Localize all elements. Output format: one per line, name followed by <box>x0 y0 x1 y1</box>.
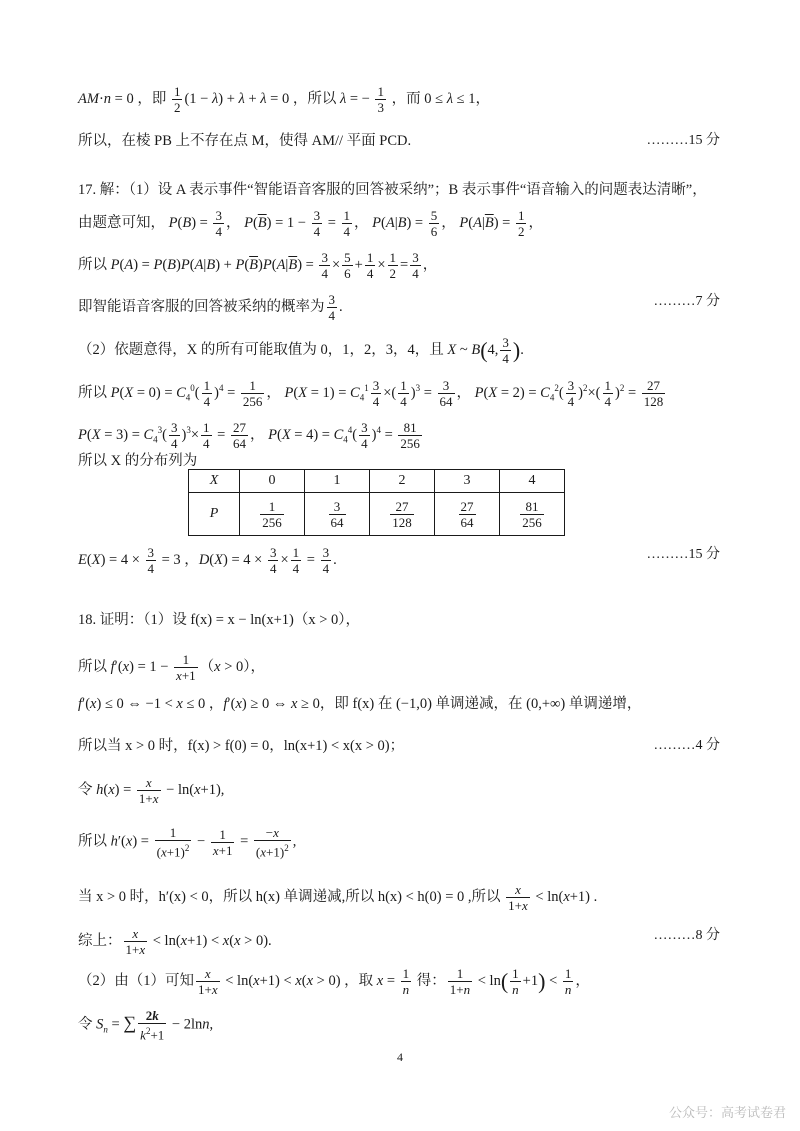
q17-expectation-line: E(X) = 4 × $\frac{3}{4}$ = 3 ，D(X) = 4 × $\frac{3}{4}$ × $\frac{1}{4}$ = $\frac{3}{4}$ . ………15 分 <box>78 545 720 576</box>
table-cell-prob: $\frac{3}{64}$ <box>305 493 370 536</box>
q18-derivative-line: 所以 f′(x) = 1 − $\frac{1}{x+1}$ （x > 0）， <box>78 652 266 683</box>
q17-conclusion-text: 即智能语音客服的回答被采纳的概率为 <box>78 298 325 315</box>
table-cell-value: 0 <box>240 470 305 493</box>
score-4: ………4 分 <box>653 738 720 753</box>
q17-given-prefix: 由题意可知， <box>78 214 165 231</box>
table-cell-prob: $\frac{1}{256}$ <box>240 493 305 536</box>
score-8: ………8 分 <box>653 928 720 943</box>
table-cell-value: 1 <box>305 470 370 493</box>
score-7: ………7 分 <box>653 294 720 309</box>
prev-conclusion-text: 所以，在棱 PB 上不存在点 M，使得 AM// 平面 PCD. <box>78 133 412 149</box>
q17-prob-line-2: $P(X = 3) = C_4^3$( $\frac{3}{4}$ )$^3$× $\frac{1}{4}$ = $\frac{27}{64}$ ， $P(X = 4) = C_4^4$( $\frac{3}{4}$ )$^4$ = $\frac{81}{256}$ <box>78 420 420 451</box>
q17-prob-line-1: 所以 $P(X = 0) = C_4^0$( $\frac{1}{4}$ )$^4$ = $\frac{1}{256}$ ， $P(X = 1) = C_4^1$ $\frac{3}{4}$ ×( $\frac{1}{4}$ )$^3$ = $\frac{3}{64}$ ， $P(X = 2) = C_4^2$( $\frac{3}{4}$ )$^2$×( $\frac{1}{4}$ )$^2$ = $\frac{27}{128}$ <box>78 378 664 409</box>
q17-total-prob-line: 所以 $P(A) = P(B)P(A|B) + P(\overline{B})P(A|\overline{B})$ = $\frac{3}{4}$ × $\frac{5}{6}$ + $\frac{1}{4}$ × $\frac{1}{2}$ = $\frac{3}{4}$ ， <box>78 250 438 281</box>
page-number: 4 <box>397 1050 403 1064</box>
q18-when-text: 当 x > 0 时，h′(x) < 0，所以 h(x) 单调递减,所以 h(x) < h(0) = 0 ,所以 <box>78 888 501 905</box>
q17-given-line: 由题意可知， P(B) = $\frac{3}{4}$ ， $P(\overline{B}) = 1$ − $\frac{3}{4}$ = $\frac{1}{4}$ ， P(A|B) = $\frac{5}{6}$ ， $P(A|\overline{B})$ = $\frac{1}{2}$ ， <box>78 208 543 239</box>
q18-intro: 18. 证明：（1）设 f(x) = x − ln(x+1)（x > 0）， <box>78 612 361 628</box>
q17-conclusion-line: 即智能语音客服的回答被采纳的概率为 $\frac{3}{4}$ . ………7 分 <box>78 292 720 323</box>
score-15-b: ………15 分 <box>646 547 720 562</box>
q18-sn-line: 令 $S_n$ = ∑ $\frac{2k}{k^2+1}$ − 2lnn, <box>78 1008 214 1043</box>
q17-dist-intro: 所以 X 的分布列为 <box>78 453 198 469</box>
table-row-probs <box>189 493 565 536</box>
watermark-text: 公众号：高考试卷君 <box>668 1106 786 1121</box>
q18-mono-text: ，即 f(x) 在 (−1,0) 单调递减，在 (0,+∞) 单调递增， <box>319 696 642 712</box>
q18-summary-line: 综上： $\frac{x}{1+x}$ < ln(x+1) < x(x > 0). ………8 分 <box>78 926 720 957</box>
score-15-a: ………15 分 <box>646 133 720 148</box>
distribution-table <box>188 469 565 536</box>
q18-h-prefix: 令 <box>78 781 97 798</box>
q18-since-line <box>78 736 720 756</box>
q18-summary-prefix: 综上： <box>78 932 122 949</box>
q18-part2-line: （2）由（1）可知 $\frac{x}{1+x}$ < ln(x+1) < x(x > 0) ，取 x = $\frac{1}{n}$ 得： $\frac{1}{1+n}$ < ln( $\frac{1}{n}$ +1) < $\frac{1}{n}$ ， <box>78 966 590 997</box>
q17-intro: 17. 解：（1）设 A 表示事件“智能语音客服的回答被采纳”；B 表示事件“语音输入的问题表达清晰”， <box>78 182 707 198</box>
table-cell-prob: $\frac{27}{64}$ <box>435 493 500 536</box>
q18-when-line: 当 x > 0 时，h′(x) < 0，所以 h(x) 单调递减,所以 h(x) < h(0) = 0 ,所以 $\frac{x}{1+x}$ < ln(x+1) . <box>78 882 598 913</box>
prev-equation-line: AM·n = 0 ，即 $\frac{1}{2}$ (1 − λ) + λ + λ = 0 ，所以 λ = − $\frac{1}{3}$ ，而 0 ≤ λ ≤ 1， <box>78 84 490 115</box>
table-cell-value: 4 <box>500 470 565 493</box>
table-row-values <box>189 470 565 493</box>
table-cell-value: 3 <box>435 470 500 493</box>
table-cell-prob: $\frac{81}{256}$ <box>500 493 565 536</box>
table-header-p: P <box>189 493 240 536</box>
q17-part2-line: （2）依题意得，X 的所有可能取值为 0，1，2，3，4，且 X ~ B(4, $\frac{3}{4}$ ). <box>78 335 524 366</box>
q18-sn-prefix: 令 <box>78 1016 97 1033</box>
q17-part2-text: （2）依题意得，X 的所有可能取值为 0，1，2，3，4，且 <box>78 341 444 358</box>
q18-h-define-line: 令 h(x) = $\frac{x}{1+x}$ − ln(x+1), <box>78 775 225 806</box>
table-cell-prob: $\frac{27}{128}$ <box>370 493 435 536</box>
table-cell-value: 2 <box>370 470 435 493</box>
q18-since-text: 所以当 x > 0 时，f(x) > f(0) = 0，ln(x+1) < x(x > 0)； <box>78 738 405 754</box>
q17-overall-prefix: 所以 <box>78 256 111 273</box>
q18-hprime-line: 所以 h′(x) = $\frac{1}{(x+1)^2}$ − $\frac{1}{x+1}$ = $\frac{-x}{(x+1)^2}$ , <box>78 825 297 860</box>
q18-part2-prefix: （2）由（1）可知 <box>78 972 194 989</box>
q18-hprime-prefix: 所以 <box>78 833 111 850</box>
table-header-x: X <box>189 470 240 493</box>
q18-monotonic-line: f′(x) ≤ 0 ⇔ −1 < x ≤ 0 ，f′(x) ≥ 0 ⇔ x ≥ 0，即 f(x) 在 (−1,0) 单调递减，在 (0,+∞) 单调递增， <box>78 696 642 712</box>
prev-conclusion-line <box>78 131 720 151</box>
